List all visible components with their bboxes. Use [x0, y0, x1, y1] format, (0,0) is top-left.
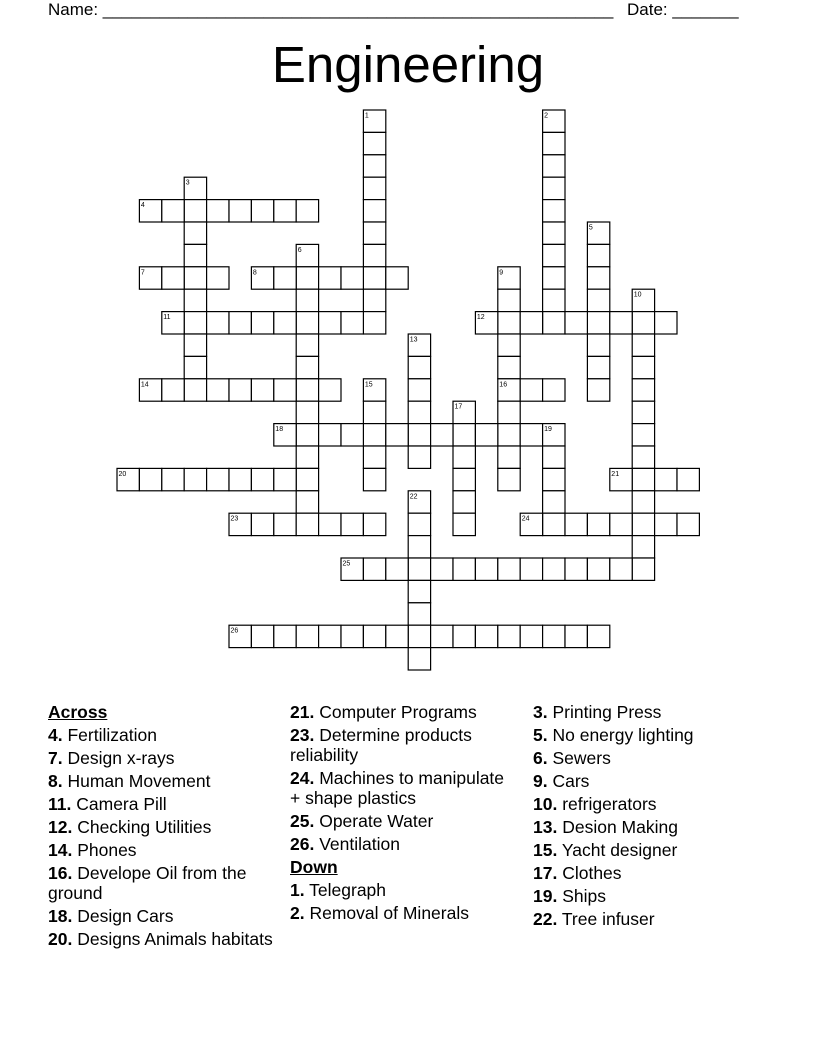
clue-across-24: 24. Machines to manipulate + shape plastics	[290, 768, 505, 808]
page-title: Engineering	[271, 36, 545, 93]
grid-cell[interactable]	[408, 356, 430, 378]
cell-number: 2	[544, 112, 549, 120]
grid-cell[interactable]	[408, 648, 430, 670]
grid-cell[interactable]	[408, 379, 430, 401]
grid-cell[interactable]	[431, 424, 453, 446]
grid-cell[interactable]	[655, 312, 677, 334]
clue-down-17: 17. Clothes	[533, 863, 622, 883]
grid-cell[interactable]	[386, 267, 408, 289]
grid-cell[interactable]	[543, 379, 565, 401]
grid-cell[interactable]	[408, 536, 430, 558]
cell-number: 10	[633, 291, 642, 299]
grid-cell[interactable]	[274, 379, 296, 401]
clue-across-4: 4. Fertilization	[48, 725, 157, 745]
grid-cell[interactable]	[184, 267, 206, 289]
grid-cell[interactable]	[274, 267, 296, 289]
clue-down-6: 6. Sewers	[533, 748, 611, 768]
grid-cell[interactable]	[363, 513, 385, 535]
grid-cell[interactable]	[610, 558, 632, 580]
grid-cell[interactable]	[520, 424, 542, 446]
cell-number: 14	[140, 381, 149, 389]
grid-cell[interactable]	[184, 334, 206, 356]
grid-cell[interactable]	[543, 513, 565, 535]
grid-cell[interactable]	[587, 356, 609, 378]
grid-cell[interactable]	[207, 312, 229, 334]
grid-cell[interactable]	[475, 625, 497, 647]
grid-cell[interactable]	[587, 334, 609, 356]
grid-cell[interactable]	[341, 424, 363, 446]
grid-cell[interactable]	[229, 468, 251, 490]
grid-cell[interactable]	[162, 267, 184, 289]
grid-cell[interactable]	[184, 200, 206, 222]
grid-cell[interactable]	[207, 379, 229, 401]
grid-cell[interactable]	[251, 468, 273, 490]
grid-cell[interactable]	[543, 468, 565, 490]
grid-cell[interactable]	[207, 267, 229, 289]
grid-cell[interactable]	[296, 289, 318, 311]
cell-number: 6	[297, 246, 302, 254]
grid-cell[interactable]	[207, 200, 229, 222]
grid-cell[interactable]	[274, 200, 296, 222]
grid-cell[interactable]	[207, 468, 229, 490]
grid-cell[interactable]	[543, 312, 565, 334]
cell-number: 19	[544, 426, 552, 434]
grid-cell[interactable]	[184, 222, 206, 244]
grid-cell[interactable]	[610, 513, 632, 535]
grid-cell[interactable]	[341, 625, 363, 647]
grid-cell[interactable]	[408, 558, 430, 580]
clue-column-1	[48, 702, 274, 952]
grid-cell[interactable]	[184, 379, 206, 401]
clue-down-22: 22. Tree infuser	[533, 909, 655, 929]
grid-cell[interactable]	[543, 200, 565, 222]
grid-cell[interactable]	[319, 267, 341, 289]
grid-cell[interactable]	[498, 446, 520, 468]
grid-cell[interactable]	[610, 312, 632, 334]
grid-cell[interactable]	[498, 356, 520, 378]
grid-cell[interactable]	[319, 312, 341, 334]
grid-cell[interactable]	[655, 513, 677, 535]
grid-cell[interactable]	[543, 558, 565, 580]
cell-number: 1	[364, 112, 369, 120]
grid-cell[interactable]	[296, 334, 318, 356]
grid-cell[interactable]	[632, 536, 654, 558]
cell-number: 9	[499, 269, 504, 277]
grid-cell[interactable]	[319, 625, 341, 647]
clue-column-3	[533, 702, 773, 932]
cell-number: 5	[588, 224, 593, 232]
grid-cell[interactable]	[229, 379, 251, 401]
grid-cell[interactable]	[498, 401, 520, 423]
grid-cell[interactable]	[543, 177, 565, 199]
grid-cell[interactable]	[184, 312, 206, 334]
grid-cell[interactable]	[498, 468, 520, 490]
cell-number: 21	[611, 470, 620, 478]
cell-number: 8	[252, 269, 257, 277]
cell-number: 11	[163, 314, 171, 322]
clue-down-1: 1. Telegraph	[290, 880, 387, 900]
grid-cell[interactable]	[229, 200, 251, 222]
grid-cell[interactable]	[363, 625, 385, 647]
grid-cell[interactable]	[363, 200, 385, 222]
clue-across-21: 21. Computer Programs	[290, 702, 477, 722]
grid-cell[interactable]	[520, 379, 542, 401]
clue-across-25: 25. Operate Water	[290, 811, 434, 831]
grid-cell[interactable]	[274, 312, 296, 334]
clue-across-8: 8. Human Movement	[48, 771, 211, 791]
grid-cell[interactable]	[363, 558, 385, 580]
grid-cell[interactable]	[520, 558, 542, 580]
grid-cell[interactable]	[632, 379, 654, 401]
clue-down-3: 3. Printing Press	[533, 702, 662, 722]
grid-cell[interactable]	[543, 222, 565, 244]
grid-cell[interactable]	[632, 334, 654, 356]
grid-cell[interactable]	[363, 468, 385, 490]
grid-cell[interactable]	[296, 513, 318, 535]
grid-cell[interactable]	[498, 558, 520, 580]
grid-cell[interactable]	[453, 446, 475, 468]
clue-down-13: 13. Desion Making	[533, 817, 678, 837]
grid-cell[interactable]	[475, 424, 497, 446]
grid-cell[interactable]	[251, 200, 273, 222]
grid-cell[interactable]	[475, 558, 497, 580]
grid-cell[interactable]	[296, 625, 318, 647]
grid-cell[interactable]	[386, 625, 408, 647]
grid-cell[interactable]	[251, 513, 273, 535]
down-heading: Down	[290, 857, 338, 877]
grid-cell[interactable]	[498, 625, 520, 647]
grid-cell[interactable]	[319, 379, 341, 401]
clue-down-2: 2. Removal of Minerals	[290, 903, 469, 923]
grid-cell[interactable]	[363, 244, 385, 266]
grid-cell[interactable]	[587, 267, 609, 289]
grid-cell[interactable]	[139, 468, 161, 490]
grid-cell[interactable]	[587, 289, 609, 311]
grid-cell[interactable]	[162, 468, 184, 490]
grid-cell[interactable]	[632, 468, 654, 490]
grid-cell[interactable]	[363, 155, 385, 177]
grid-cell[interactable]	[520, 312, 542, 334]
grid-cell[interactable]	[632, 491, 654, 513]
grid-cell[interactable]	[543, 155, 565, 177]
grid-cell[interactable]	[363, 267, 385, 289]
grid-cell[interactable]	[431, 558, 453, 580]
clue-across-16: 16. Develope Oil from the ground	[48, 863, 247, 903]
clue-down-15: 15. Yacht designer	[533, 840, 678, 860]
grid-cell[interactable]	[565, 625, 587, 647]
grid-cell[interactable]	[632, 424, 654, 446]
grid-cell[interactable]	[251, 379, 273, 401]
grid-cell[interactable]	[543, 244, 565, 266]
clue-down-19: 19. Ships	[533, 886, 606, 906]
name-line[interactable]: Name: ______________________________________________________	[48, 0, 614, 19]
cell-number: 13	[409, 336, 418, 344]
cell-number: 25	[342, 560, 351, 568]
grid-cell[interactable]	[408, 580, 430, 602]
grid-cell[interactable]	[251, 312, 273, 334]
grid-cell[interactable]	[386, 558, 408, 580]
grid-cell[interactable]	[408, 513, 430, 535]
grid-cell[interactable]	[296, 356, 318, 378]
grid-cell[interactable]	[341, 267, 363, 289]
grid-cell[interactable]	[296, 401, 318, 423]
grid-cell[interactable]	[565, 513, 587, 535]
grid-cell[interactable]	[498, 334, 520, 356]
grid-cell[interactable]	[587, 625, 609, 647]
grid-cell[interactable]	[453, 625, 475, 647]
grid-cell[interactable]	[363, 222, 385, 244]
grid-cell[interactable]	[632, 312, 654, 334]
clue-across-20: 20. Designs Animals habitats	[48, 929, 273, 949]
grid-cell[interactable]	[274, 468, 296, 490]
grid-cell[interactable]	[677, 468, 699, 490]
cell-number: 22	[409, 493, 418, 501]
grid-cell[interactable]	[319, 513, 341, 535]
grid-cell[interactable]	[296, 379, 318, 401]
cell-number: 26	[230, 627, 239, 635]
cell-number: 20	[118, 470, 127, 478]
grid-cell[interactable]	[341, 513, 363, 535]
grid-cell[interactable]	[184, 356, 206, 378]
grid-cell[interactable]	[162, 379, 184, 401]
grid-cell[interactable]	[296, 312, 318, 334]
grid-cell[interactable]	[587, 312, 609, 334]
clue-across-7: 7. Design x-rays	[48, 748, 175, 768]
grid-cell[interactable]	[162, 200, 184, 222]
grid-cell[interactable]	[587, 513, 609, 535]
grid-cell[interactable]	[363, 312, 385, 334]
grid-cell[interactable]	[632, 558, 654, 580]
cell-number: 23	[230, 515, 239, 523]
grid-cell[interactable]	[296, 267, 318, 289]
grid-cell[interactable]	[319, 424, 341, 446]
grid-cell[interactable]	[184, 468, 206, 490]
cell-number: 16	[499, 381, 508, 389]
grid-cell[interactable]	[453, 424, 475, 446]
grid-cell[interactable]	[498, 289, 520, 311]
grid-cell[interactable]	[543, 625, 565, 647]
clue-across-11: 11. Camera Pill	[48, 794, 167, 814]
grid-cell[interactable]	[498, 312, 520, 334]
cell-number: 3	[185, 179, 190, 187]
cell-number: 15	[364, 381, 373, 389]
grid-cell[interactable]	[251, 625, 273, 647]
grid-cell[interactable]	[229, 312, 251, 334]
grid-cell[interactable]	[543, 289, 565, 311]
grid-cell[interactable]	[655, 468, 677, 490]
cell-number: 17	[454, 403, 463, 411]
grid-cell[interactable]	[677, 513, 699, 535]
grid-cell[interactable]	[386, 424, 408, 446]
grid-cell[interactable]	[632, 356, 654, 378]
grid-cell[interactable]	[341, 312, 363, 334]
grid-cell[interactable]	[408, 603, 430, 625]
grid-cell[interactable]	[363, 132, 385, 154]
grid-cell[interactable]	[408, 446, 430, 468]
grid-cell[interactable]	[632, 401, 654, 423]
grid-cell[interactable]	[520, 625, 542, 647]
grid-cell[interactable]	[587, 379, 609, 401]
clue-column-2	[290, 702, 518, 926]
grid-cell[interactable]	[543, 446, 565, 468]
grid-cell[interactable]	[296, 200, 318, 222]
grid-cell[interactable]	[184, 289, 206, 311]
grid-cell[interactable]	[543, 132, 565, 154]
grid-cell[interactable]	[296, 491, 318, 513]
grid-cell[interactable]	[363, 401, 385, 423]
cell-number: 24	[521, 515, 530, 523]
grid-cell[interactable]	[565, 558, 587, 580]
clue-across-18: 18. Design Cars	[48, 906, 174, 926]
grid-cell[interactable]	[453, 558, 475, 580]
grid-cell[interactable]	[363, 446, 385, 468]
grid-cell[interactable]	[363, 289, 385, 311]
grid-cell[interactable]	[408, 625, 430, 647]
grid-cell[interactable]	[453, 491, 475, 513]
grid-cell[interactable]	[565, 312, 587, 334]
grid-cell[interactable]	[408, 401, 430, 423]
across-heading: Across	[48, 702, 108, 722]
cell-number: 12	[476, 314, 485, 322]
grid-cell[interactable]	[498, 424, 520, 446]
clue-down-9: 9. Cars	[533, 771, 590, 791]
clue-across-26: 26. Ventilation	[290, 834, 400, 854]
grid-cell[interactable]	[632, 513, 654, 535]
grid-cell[interactable]	[296, 424, 318, 446]
grid-cell[interactable]	[296, 446, 318, 468]
clue-down-10: 10. refrigerators	[533, 794, 657, 814]
grid-cell[interactable]	[363, 424, 385, 446]
cell-number: 4	[140, 202, 145, 210]
grid-cell[interactable]	[632, 446, 654, 468]
grid-cell[interactable]	[274, 625, 296, 647]
cell-number: 18	[275, 426, 284, 434]
clue-across-23: 23. Determine products reliability	[290, 725, 472, 765]
grid-cell[interactable]	[587, 244, 609, 266]
cell-number: 7	[140, 269, 145, 277]
grid-cell[interactable]	[543, 491, 565, 513]
grid-cell[interactable]	[274, 513, 296, 535]
grid-cell[interactable]	[543, 267, 565, 289]
grid-cell[interactable]	[587, 558, 609, 580]
grid-cell[interactable]	[408, 424, 430, 446]
grid-cell[interactable]	[363, 177, 385, 199]
grid-cell[interactable]	[431, 625, 453, 647]
grid-cell[interactable]	[453, 468, 475, 490]
clue-down-5: 5. No energy lighting	[533, 725, 694, 745]
date-line[interactable]: Date: _______	[627, 0, 739, 19]
grid-cell[interactable]	[296, 468, 318, 490]
grid-cell[interactable]	[184, 244, 206, 266]
grid-cell[interactable]	[453, 513, 475, 535]
clue-across-14: 14. Phones	[48, 840, 137, 860]
clue-across-12: 12. Checking Utilities	[48, 817, 212, 837]
